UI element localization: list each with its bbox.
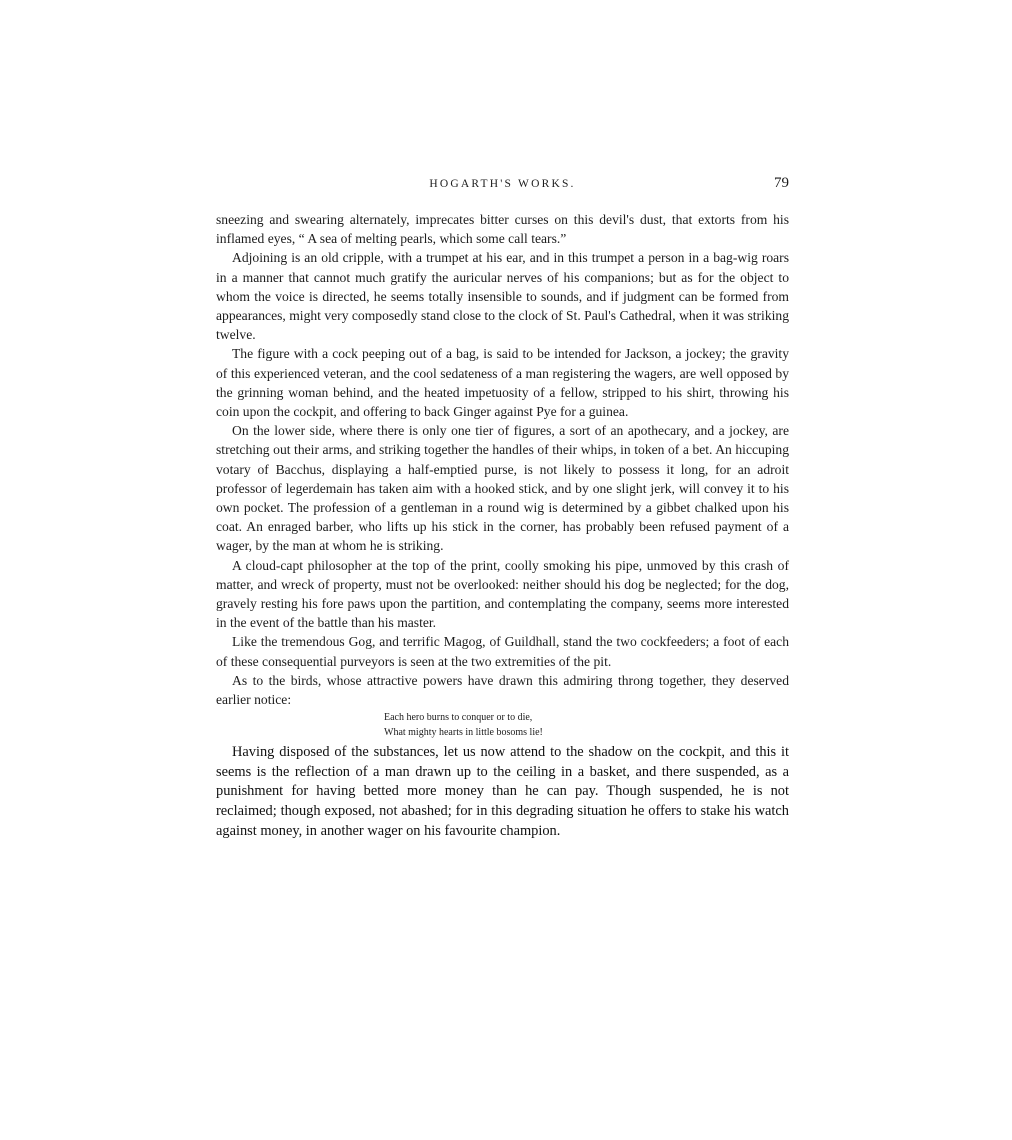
verse-line: Each hero burns to conquer or to die, xyxy=(384,712,533,724)
paragraph-birds: As to the birds, whose attractive powers have drawn this admiring throng together, they deserved earlier notice: xyxy=(216,672,789,708)
verse-line: What mighty hearts in little bosoms lie! xyxy=(384,727,543,739)
paragraph-philosopher: A cloud-capt philosopher at the top of the print, coolly smoking his pipe, unmoved by this crash of matter, and wreck of property, must not be overlooked: neither should his dog be neglected; for the dog, gravely resting his fore paws upon the partition, and contemplating the company, seems more interested in the event of the battle than his master. xyxy=(216,557,789,631)
verse-quotation xyxy=(384,710,789,740)
paragraph-cock-in-bag: The figure with a cock peeping out of a bag, is said to be intended for Jackson, a jockey; the gravity of this experienced veteran, and the cool sedateness of a man registering the wagers, are well opposed by the grinning woman behind, and the heated impetuosity of a fellow, stripped to his shirt, throwing his coin upon the cockpit, and offering to back Ginger against Pye for a guinea. xyxy=(216,346,789,420)
paragraph-old-cripple: Adjoining is an old cripple, with a trumpet at his ear, and in this trumpet a person in a bag-wig roars in a manner that cannot much gratify the auricular nerves of his companions; but as for the object to whom the voice is directed, he seems totally insensible to sounds, and if judgment can be formed from appearances, might very composedly stand close to the clock of St. Paul's Cathedral, when it was striking twelve. xyxy=(216,250,789,343)
page-number: 79 xyxy=(774,175,789,191)
paragraph-shadow: Having disposed of the substances, let us now attend to the shadow on the cockpit, and this it seems is the reflection of a man drawn up to the ceiling in a basket, and there suspended, as a punishment for having betted more money than he can pay. Though suspended, he is not reclaimed; though exposed, not abashed; for in this degrading situation he offers to stake his watch against money, in another wager on his favourite champion. xyxy=(216,744,789,839)
body-text xyxy=(216,210,789,841)
paragraph-cock-feeders: Like the tremendous Gog, and terrific Magog, of Guildhall, stand the two cockfeeders; a foot of each of these consequential purveyors is seen at the two extremities of the pit. xyxy=(216,634,789,669)
running-title: HOGARTH'S WORKS. xyxy=(429,178,576,190)
running-head xyxy=(216,175,789,200)
paragraph-lower-side: On the lower side, where there is only one tier of figures, a sort of an apothecary, and a jockey, are stretching out their arms, and striking together the handles of their whips, in token of a bet. An hiccuping votary of Bacchus, displaying a half-emptied purse, is not likely to possess it long, for an adroit professor of legerdemain has taken aim with a hooked stick, and by one slight jerk, will convey it to his own pocket. The profession of a gentleman in a round wig is determined by a gibbet chalked upon his coat. An enraged barber, who lifts up his stick in the corner, has probably been refused payment of a wager, by the man at whom he is striking. xyxy=(216,423,789,554)
book-page xyxy=(216,175,789,841)
paragraph-continued: sneezing and swearing alternately, imprecates bitter curses on this devil's dust, that extorts from his inflamed eyes, “ A sea of melting pearls, which some call tears.” xyxy=(216,212,789,247)
